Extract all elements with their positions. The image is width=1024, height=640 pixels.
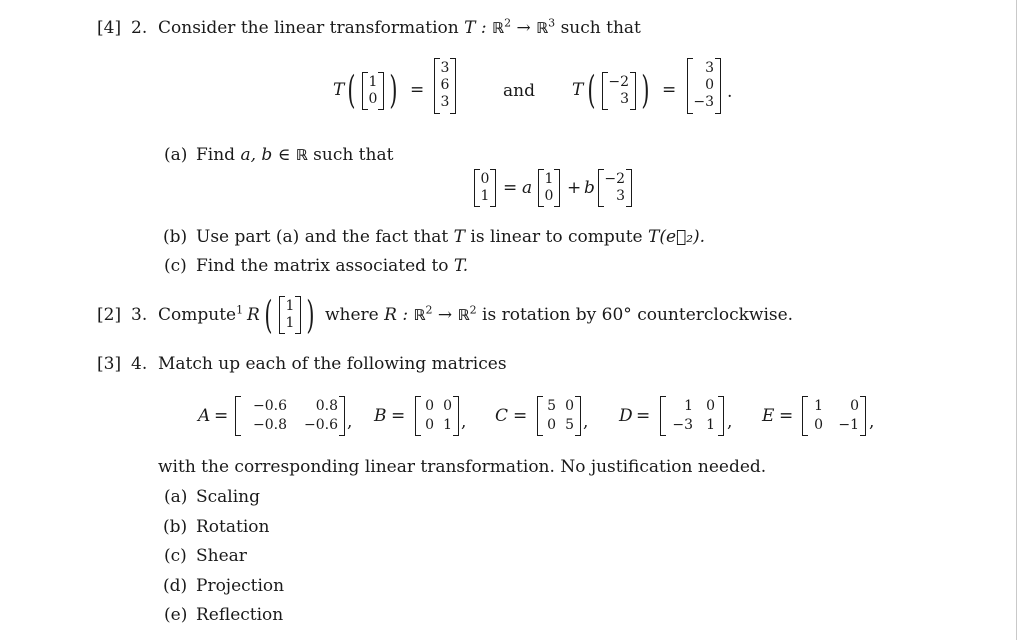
q2-part-b-T: T bbox=[453, 227, 465, 247]
q2-exp-from: 2 bbox=[504, 16, 512, 30]
matrix-D-name: D bbox=[619, 406, 633, 426]
vector-entry: 0 bbox=[480, 171, 490, 187]
q2-eq1-lparen: ( bbox=[347, 68, 356, 112]
q3-exp: 2 bbox=[425, 303, 433, 317]
q2-comb-v1-vector bbox=[538, 169, 560, 207]
q2-such-that: such that bbox=[560, 18, 641, 38]
matrix-cell: 1 bbox=[814, 398, 823, 414]
matrix-E bbox=[802, 396, 866, 436]
q2-eq1-equals: = bbox=[410, 80, 425, 100]
page-edge-rule bbox=[1016, 0, 1017, 640]
option-scaling: Scaling bbox=[196, 487, 261, 507]
matrix-cell: 0 bbox=[547, 417, 556, 433]
q2-eq2-T: T bbox=[572, 80, 584, 100]
matrix-B-sep: , bbox=[461, 412, 467, 432]
q2-eq2-output-vector bbox=[687, 58, 721, 114]
matrix-D-sep: , bbox=[727, 412, 733, 432]
vector-entry: 3 bbox=[440, 60, 450, 76]
q2-comb-b: b bbox=[584, 178, 595, 198]
q2-comb-v2-vector bbox=[598, 169, 632, 207]
q3-exp2: 2 bbox=[469, 303, 477, 317]
q3-compute bbox=[158, 305, 243, 325]
q2-part-b-text: Use part (a) and the fact that bbox=[196, 227, 449, 247]
q3-space: ℝ bbox=[413, 306, 426, 324]
vector-entry: 3 bbox=[620, 91, 629, 107]
vector-entry: −2 bbox=[608, 74, 629, 90]
option-rotation: Rotation bbox=[196, 517, 270, 537]
q4-outro: with the corresponding linear transformation. No justification needed. bbox=[158, 457, 767, 477]
matrix-A-name: A bbox=[198, 406, 211, 426]
matrix-cell: −3 bbox=[672, 417, 693, 433]
q3-footnote-mark: 1 bbox=[236, 303, 244, 317]
q2-comb-plus: + bbox=[567, 178, 582, 198]
q3-marks: [2] bbox=[97, 305, 122, 325]
q2-comb-equals: = bbox=[503, 178, 518, 198]
option-reflection: Reflection bbox=[196, 605, 284, 625]
vector-entry: 0 bbox=[705, 77, 714, 93]
q4-marks: [3] bbox=[97, 354, 122, 374]
matrix-cell: −0.6 bbox=[304, 417, 338, 433]
q3-R: R bbox=[247, 305, 260, 325]
matrix-cell: −0.6 bbox=[253, 398, 287, 414]
q2-and: and bbox=[503, 81, 535, 101]
q2-part-b bbox=[196, 227, 705, 247]
q2-marks: [4] bbox=[97, 18, 122, 38]
matrix-cell: 5 bbox=[547, 398, 556, 414]
matrix-B bbox=[415, 396, 459, 436]
q2-eq2-lparen: ( bbox=[587, 68, 596, 112]
matrix-cell: 1 bbox=[706, 417, 715, 433]
q2-space-to: ℝ bbox=[536, 19, 549, 37]
q2-eq2-equals: = bbox=[662, 80, 677, 100]
q2-part-c bbox=[196, 256, 468, 276]
matrix-cell: 0 bbox=[425, 417, 434, 433]
matrix-cell: 1 bbox=[684, 398, 693, 414]
q2-map-lhs: T : bbox=[464, 18, 493, 38]
option-projection: Projection bbox=[196, 576, 285, 596]
vector-entry: 3 bbox=[705, 60, 714, 76]
q2-eq1-input-vector bbox=[362, 72, 384, 110]
matrix-B-name: B bbox=[374, 406, 387, 426]
matrix-cell: 0 bbox=[706, 398, 715, 414]
q2-part-a-R: ℝ bbox=[295, 146, 308, 164]
q2-comb-lhs-vector bbox=[474, 169, 496, 207]
q2-eq1-T: T bbox=[333, 80, 345, 100]
q2-number: 2. bbox=[131, 18, 148, 38]
vector-entry: 1 bbox=[368, 74, 378, 90]
vector-entry: 1 bbox=[544, 171, 554, 187]
option-label: (a) bbox=[164, 487, 188, 507]
q3-rest bbox=[325, 305, 793, 325]
q2-part-c-text: Find the matrix associated to bbox=[196, 256, 449, 276]
matrix-C-sep: , bbox=[583, 412, 589, 432]
q2-part-c-label: (c) bbox=[164, 256, 187, 276]
q2-exp-to: 3 bbox=[548, 16, 556, 30]
matrix-cell: 1 bbox=[443, 417, 452, 433]
vector-entry: 1 bbox=[480, 188, 490, 204]
q3-compute-text: Compute bbox=[158, 305, 237, 325]
matrix-E-sep: , bbox=[869, 412, 875, 432]
q3-where: where bbox=[325, 305, 379, 325]
q2-arrow: → bbox=[511, 18, 537, 38]
matrix-cell: 0 bbox=[850, 398, 859, 414]
q2-part-a-vars: a, b ∈ bbox=[240, 145, 296, 165]
q2-eq2-period: . bbox=[727, 82, 733, 102]
q2-part-a-label: (a) bbox=[164, 145, 188, 165]
q2-eq2-rparen: ) bbox=[641, 68, 650, 112]
q2-part-b-expr: T(e⃗₂). bbox=[648, 227, 706, 247]
q3-tail: is rotation by 60° counterclockwise. bbox=[482, 305, 794, 325]
vector-entry: −2 bbox=[604, 171, 625, 187]
q2-part-a-text: Find bbox=[196, 145, 236, 165]
q3-vector bbox=[279, 296, 301, 334]
vector-entry: 3 bbox=[616, 188, 625, 204]
matrix-cell: 0 bbox=[565, 398, 574, 414]
matrix-D-equals: = bbox=[636, 406, 651, 426]
matrix-A-sep: , bbox=[347, 412, 353, 432]
vector-entry: 6 bbox=[440, 77, 450, 93]
q2-eq2-input-vector bbox=[602, 72, 636, 110]
matrix-cell: −1 bbox=[838, 417, 859, 433]
q2-eq1-rparen: ) bbox=[389, 68, 398, 112]
q2-eq1-output-vector bbox=[434, 58, 456, 114]
matrix-C bbox=[537, 396, 581, 436]
q2-intro bbox=[158, 18, 641, 38]
matrix-B-equals: = bbox=[391, 406, 406, 426]
q3-map: R : bbox=[384, 305, 414, 325]
q2-space-from: ℝ bbox=[492, 19, 505, 37]
option-shear: Shear bbox=[196, 546, 247, 566]
matrix-C-name: C bbox=[495, 406, 509, 426]
matrix-cell: 0 bbox=[425, 398, 434, 414]
q2-part-b-mid: is linear to compute bbox=[470, 227, 643, 247]
vector-entry: 0 bbox=[544, 188, 554, 204]
q3-space2: ℝ bbox=[457, 306, 470, 324]
vector-entry: 3 bbox=[440, 94, 450, 110]
q2-part-a-tail: such that bbox=[313, 145, 394, 165]
matrix-A-equals: = bbox=[214, 406, 229, 426]
q2-intro-text: Consider the linear transformation bbox=[158, 18, 459, 38]
matrix-cell: 0 bbox=[443, 398, 452, 414]
matrix-A bbox=[235, 396, 345, 436]
q2-part-c-T: T. bbox=[453, 256, 469, 276]
q2-comb-a: a bbox=[522, 178, 533, 198]
vector-entry: 1 bbox=[285, 298, 295, 314]
matrix-cell: 5 bbox=[565, 417, 574, 433]
q3-number: 3. bbox=[131, 305, 148, 325]
q3-lparen: ( bbox=[264, 293, 273, 337]
option-label: (e) bbox=[164, 605, 188, 625]
vector-entry: −3 bbox=[693, 94, 714, 110]
matrix-cell: 0 bbox=[814, 417, 823, 433]
option-label: (d) bbox=[163, 576, 188, 596]
q3-rparen: ) bbox=[306, 293, 315, 337]
q3-arrow: → bbox=[432, 305, 458, 325]
matrix-D bbox=[660, 396, 724, 436]
option-label: (c) bbox=[164, 546, 187, 566]
matrix-E-equals: = bbox=[779, 406, 794, 426]
vector-entry: 1 bbox=[285, 315, 295, 331]
vector-entry: 0 bbox=[368, 91, 378, 107]
q2-part-a bbox=[196, 145, 393, 165]
matrix-C-equals: = bbox=[513, 406, 528, 426]
matrix-E-name: E bbox=[762, 406, 775, 426]
matrix-cell: 0.8 bbox=[315, 398, 338, 414]
q4-number: 4. bbox=[131, 354, 148, 374]
q2-part-b-label: (b) bbox=[163, 227, 188, 247]
q4-intro: Match up each of the following matrices bbox=[158, 354, 507, 374]
option-label: (b) bbox=[163, 517, 188, 537]
matrix-cell: −0.8 bbox=[253, 417, 287, 433]
